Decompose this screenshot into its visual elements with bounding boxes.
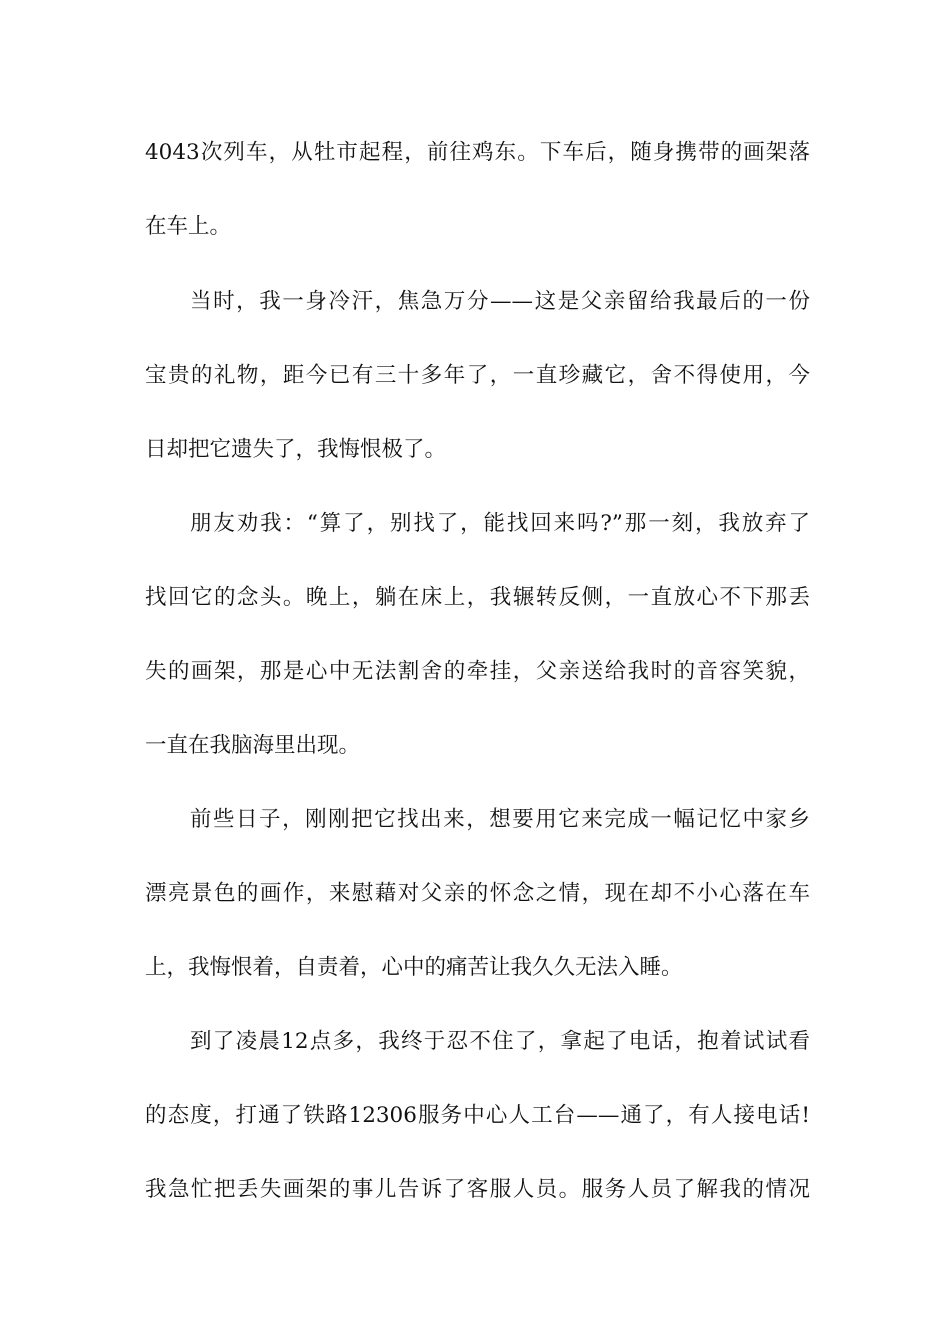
text-line: 日却把它遗失了，我悔恨极了。 (145, 437, 447, 462)
text-line: 在车上。 (145, 214, 232, 239)
paragraph-first-line: 到了凌晨12点多，我终于忍不住了，拿起了电话，抱着试试看 (190, 1029, 810, 1054)
text-line: 漂亮景色的画作，来慰藉对父亲的怀念之情，现在却不小心落在车 (145, 881, 810, 906)
text-line: 我急忙把丢失画架的事儿告诉了客服人员。服务人员了解我的情况 (145, 1177, 810, 1202)
text-line: 失的画架，那是心中无法割舍的牵挂，父亲送给我时的音容笑貌， (145, 659, 810, 684)
text-line: 4043次列车，从牡市起程，前往鸡东。下车后，随身携带的画架落 (145, 140, 810, 165)
text-line: 上，我悔恨着，自责着，心中的痛苦让我久久无法入睡。 (145, 955, 683, 980)
text-line: 找回它的念头。晚上，躺在床上，我辗转反侧，一直放心不下那丢 (145, 585, 810, 610)
text-line: 一直在我脑海里出现。 (145, 733, 361, 758)
paragraph-first-line: 前些日子，刚刚把它找出来，想要用它来完成一幅记忆中家乡 (190, 807, 810, 832)
text-line: 的态度，打通了铁路12306服务中心人工台——通了，有人接电话! (145, 1103, 810, 1128)
paragraph-first-line: 朋友劝我：“算了，别找了，能找回来吗?”那一刻，我放弃了 (190, 511, 810, 536)
paragraph-first-line: 当时，我一身冷汗，焦急万分——这是父亲留给我最后的一份 (190, 289, 810, 314)
text-line: 宝贵的礼物，距今已有三十多年了，一直珍藏它，舍不得使用，今 (145, 363, 810, 388)
